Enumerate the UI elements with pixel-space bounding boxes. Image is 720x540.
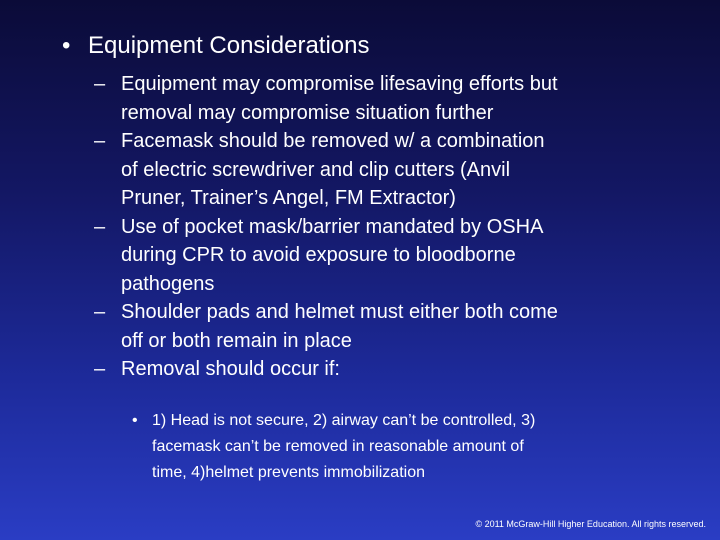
list-item-line: off or both remain in place (121, 329, 352, 352)
list-item-line: Removal should occur if: (121, 358, 340, 380)
list-item-line: pathogens (121, 272, 215, 295)
list-item-line: removal may compromise situation further (121, 101, 494, 124)
list-item-line: Facemask should be removed w/ a combination (121, 130, 545, 152)
list-item (94, 127, 684, 213)
list-item-line: during CPR to avoid exposure to bloodborne (121, 244, 516, 266)
nested-item-line: facemask can’t be removed in reasonable amount of (152, 438, 524, 455)
dash-icon: – (94, 73, 106, 95)
nested-item-line: time, 4)helmet prevents immobilization (152, 464, 425, 481)
heading-bullet-item (62, 30, 370, 62)
dash-icon: – (94, 358, 106, 380)
list-item-line: Shoulder pads and helmet must either both come (121, 301, 558, 323)
sub-bullet-list (94, 70, 684, 384)
list-item-line: Equipment may compromise lifesaving efforts but (121, 73, 558, 95)
list-item (94, 298, 684, 355)
list-item-line: Pruner, Trainer’s Angel, FM Extractor) (121, 187, 456, 209)
copyright-footer: © 2011 McGraw-Hill Higher Education. All rights reserved. (475, 519, 706, 529)
bullet-icon: • (62, 32, 71, 59)
dash-icon: – (94, 130, 106, 152)
dash-icon: – (94, 301, 106, 323)
list-item-line: Use of pocket mask/barrier mandated by OSHA (121, 215, 544, 238)
bullet-icon: • (132, 412, 138, 429)
list-item (94, 355, 684, 384)
nested-list-item (132, 408, 672, 486)
list-item (94, 213, 684, 299)
nested-item-line: 1) Head is not secure, 2) airway can’t be controlled, 3) (152, 412, 536, 429)
list-item (94, 70, 684, 127)
heading-text: Equipment Considerations (88, 32, 370, 59)
dash-icon: – (94, 215, 106, 238)
list-item-line: of electric screwdriver and clip cutters (Anvil (121, 158, 511, 181)
